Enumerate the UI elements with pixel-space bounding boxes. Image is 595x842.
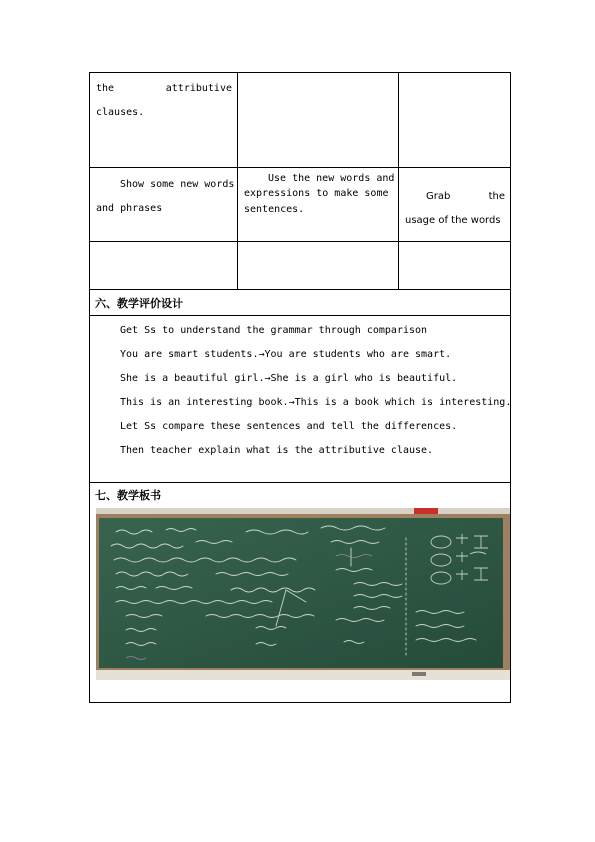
section6-heading: 六、教学评价设计	[95, 297, 183, 310]
row2-word-the: the	[488, 191, 505, 202]
table-border-right	[510, 72, 511, 703]
table-border-left	[89, 72, 90, 703]
table-row-divider	[89, 241, 511, 242]
table-row-divider	[89, 289, 511, 290]
row2-col3-line1	[426, 191, 505, 203]
row2-word-grab: Grab	[426, 191, 451, 202]
row2-col1-line2: and phrases	[96, 203, 163, 214]
section6-line-1: Get Ss to understand the grammar through comparison	[120, 325, 428, 336]
row1-col1-line1	[96, 83, 232, 95]
row1-word-attributive: attributive	[165, 83, 232, 94]
column-divider	[237, 72, 238, 289]
section6-line-2: You are smart students.→You are students who are smart.	[120, 349, 452, 360]
table-row-divider	[89, 167, 511, 168]
section6-line-4: This is an interesting book.→This is a book which is interesting.	[120, 397, 512, 408]
section-divider	[89, 315, 511, 316]
section6-line-5: Let Ss compare these sentences and tell the differences.	[120, 421, 458, 432]
blackboard-photo	[96, 508, 510, 680]
row2-col3-line2: usage of the words	[405, 215, 501, 226]
row2-col1-line1: Show some new words	[120, 179, 235, 190]
column-divider	[398, 72, 399, 289]
row2-col2-line1: Use the new words and	[268, 173, 395, 184]
section7-heading: 七、教学板书	[95, 489, 161, 502]
section6-line-6: Then teacher explain what is the attributive clause.	[120, 445, 434, 456]
row2-col2-line3: sentences.	[244, 204, 305, 215]
table-border-bottom	[89, 702, 511, 703]
row2-col2-line2: expressions to make some	[244, 188, 389, 199]
section-divider	[89, 482, 511, 483]
blackboard-image	[96, 508, 510, 680]
section6-line-3: She is a beautiful girl.→She is a girl who is beautiful.	[120, 373, 458, 384]
row1-col1-line2: clauses.	[96, 107, 145, 118]
row1-word-the: the	[96, 83, 115, 94]
table-border-top	[89, 72, 511, 73]
